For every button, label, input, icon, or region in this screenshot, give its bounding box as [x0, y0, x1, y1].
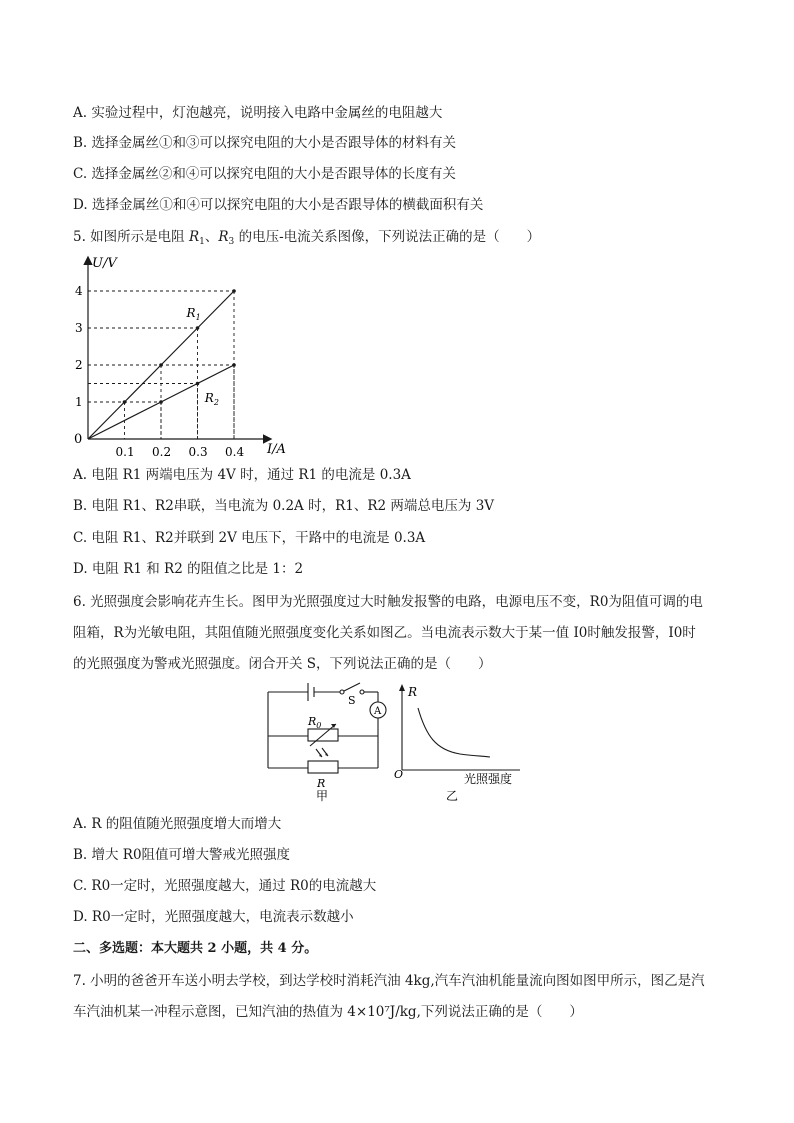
figure-b-label: 乙 [446, 789, 459, 803]
series-label-r2: $R_2$ [204, 391, 219, 407]
q5-option-d: D. 电阻 R1 和 R2 的阻值之比是 1：2 [73, 561, 304, 577]
graph-x-label: 光照强度 [464, 772, 513, 786]
q5-option-b: B. 电阻 R1、R2串联，当电流为 0.2A 时，R1、R2 两端总电压为 3V [73, 498, 495, 514]
section-heading: 二、多选题：本大题共 2 小题，共 4 分。 [73, 941, 318, 956]
q6-option-b: B. 增大 R0阻值可增大警戒光照强度 [73, 847, 291, 863]
q5-option-c: C. 电阻 R1、R2并联到 2V 电压下，干路中的电流是 0.3A [73, 530, 426, 546]
q6-option-a: A. R 的阻值随光照强度增大而增大 [73, 816, 282, 832]
origin-label: 0 [74, 432, 83, 447]
q6-stem-line1: 6. 光照强度会影响花卉生长。图甲为光照强度过大时触发报警的电路，电源电压不变，R0为阻值可调的电 [73, 594, 703, 610]
r-photoresistor [308, 761, 338, 773]
data-point [232, 363, 236, 367]
r-label: R [317, 777, 326, 790]
q4-option-d: D. 选择金属丝①和④可以探究电阻的大小是否跟导体的横截面积有关 [73, 197, 484, 213]
x-axis-label: I/A [267, 442, 286, 457]
data-point [196, 326, 200, 330]
graph-y-label: R [408, 685, 418, 699]
data-point [196, 382, 200, 386]
q5-uv-chart [60, 250, 290, 460]
y-tick-label: 2 [75, 358, 83, 372]
x-tick-label: 0.3 [188, 445, 208, 459]
data-point [159, 363, 163, 367]
q6-stem-line3: 的光照强度为警戒光照强度。闭合开关 S，下列说法正确的是（ ） [73, 656, 492, 672]
series-label-r1: $R_1$ [186, 305, 201, 322]
q6-circuit-figure [260, 676, 540, 806]
q5-stem: 5. 如图所示是电阻 $R_1$、$R_3$ 的电压-电流关系图像，下列说法正确的是（ ） [73, 229, 541, 247]
data-point [232, 289, 236, 293]
graph-origin-label: O [394, 768, 404, 781]
y-tick-label: 1 [75, 395, 83, 409]
q4-option-a: A. 实验过程中，灯泡越亮，说明接入电路中金属丝的电阻越大 [73, 105, 443, 121]
q5-option-a: A. 电阻 R1 两端电压为 4V 时，通过 R1 的电流是 0.3A [73, 467, 411, 483]
y-axis-label: U/V [92, 256, 117, 271]
q4-option-c: C. 选择金属丝②和④可以探究电阻的大小是否跟导体的长度有关 [73, 166, 456, 182]
y-tick-label: 3 [75, 321, 83, 335]
x-tick-label: 0.4 [225, 445, 245, 459]
q6-option-c: C. R0一定时，光照强度越大，通过 R0的电流越大 [73, 878, 377, 894]
switch-label: S [348, 694, 356, 707]
data-point [123, 400, 127, 404]
x-tick-label: 0.2 [152, 445, 172, 459]
resistance-curve [418, 708, 490, 757]
r0-label: $R_0$ [308, 715, 322, 730]
q7-stem-line2: 车汽油机某一冲程示意图，已知汽油的热值为 4×10⁷J/kg,下列说法正确的是（ ） [73, 1004, 583, 1020]
data-point [159, 400, 163, 404]
x-tick-label: 0.1 [115, 445, 135, 459]
q6-option-d: D. R0一定时，光照强度越大，电流表示数越小 [73, 909, 354, 925]
y-tick-label: 4 [75, 284, 83, 298]
figure-a-label: 甲 [316, 789, 329, 803]
q4-option-b: B. 选择金属丝①和③可以探究电阻的大小是否跟导体的材料有关 [73, 135, 457, 151]
q7-stem-line1: 7. 小明的爸爸开车送小明去学校，到达学校时消耗汽油 4kg,汽车汽油机能量流向图如图甲所示，图乙是汽 [73, 973, 705, 989]
q6-stem-line2: 阻箱，R为光敏电阻，其阻值随光照强度变化关系如图乙。当电流表示数大于某一值 I0时触发报警，I0时 [73, 625, 696, 641]
ammeter-label: A [374, 706, 382, 717]
